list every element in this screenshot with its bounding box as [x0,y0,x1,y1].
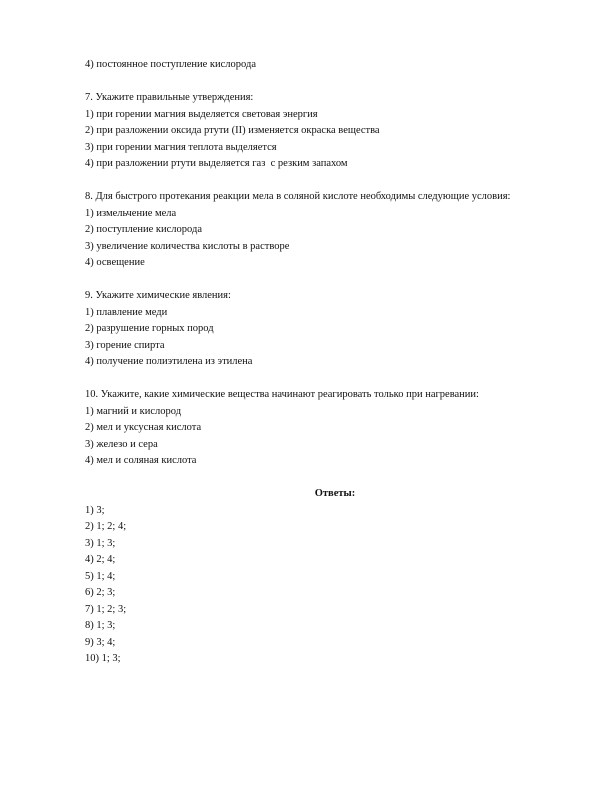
q6-option-4: 4) постоянное поступление кислорода [85,59,256,70]
question-7-option-3: 3) при горении магния теплота выделяется [85,141,277,153]
answer-6: 6) 2; 3; [85,587,116,598]
question-7-text: 7. Укажите правильные утверждения: [85,92,254,103]
question-9-option-3: 3) горение спирта [85,339,165,351]
answer-3: 3) 1; 3; [85,537,116,549]
question-9-option-2: 2) разрушение горных пород [85,323,214,334]
question-10-option-2: 2) мел и уксусная кислота [85,422,202,433]
question-8-option-2: 2) поступление кислорода [85,224,202,235]
question-7-option-2: 2) при разложении оксида ртути (II) изменяется окраска вещества [85,125,380,136]
question-7-option-1: 1) при горении магния выделяется световая энергия [85,108,318,120]
spacer [85,470,585,487]
question-8 [85,189,585,272]
spacer [85,371,585,388]
answer-5: 5) 1; 4; [85,570,116,582]
question-10-text: 10. Укажите, какие химические вещества начинают реагировать только при нагревании: [85,389,479,400]
question-10-option-1: 1) магний и кислород [85,405,182,417]
spacer [85,173,585,190]
answer-10: 10) 1; 3; [85,653,121,664]
question-7-option-4: 4) при разложении ртути выделяется газ с резким запахом [85,158,348,169]
question-10 [85,387,585,470]
answer-4: 4) 2; 4; [85,554,116,565]
answers-title: Ответы: [314,488,356,499]
question-8-text: 8. Для быстрого протекания реакции мела в соляной кислоте необходимы следующие условия: [85,191,511,202]
answer-9: 9) 3; 4; [85,636,116,648]
spacer [85,272,585,289]
question-9 [85,288,585,371]
spacer [85,74,585,91]
question-8-option-1: 1) измельчение мела [85,207,177,219]
question-10-option-4: 4) мел и соляная кислота [85,455,197,466]
question-8-option-4: 4) освещение [85,257,145,268]
question-8-option-3: 3) увеличение количества кислоты в растворе [85,240,290,252]
answer-7: 7) 1; 2; 3; [85,603,127,615]
document-content [85,57,585,668]
answer-1: 1) 3; [85,504,105,516]
question-10-option-3: 3) железо и сера [85,438,158,450]
question-9-option-1: 1) плавление меди [85,306,168,318]
answers-section [85,486,585,668]
question-7 [85,90,585,173]
answer-8: 8) 1; 3; [85,620,116,631]
question-9-text: 9. Укажите химические явления: [85,290,231,301]
answer-2: 2) 1; 2; 4; [85,521,127,532]
question-9-option-4: 4) получение полиэтилена из этилена [85,356,253,367]
